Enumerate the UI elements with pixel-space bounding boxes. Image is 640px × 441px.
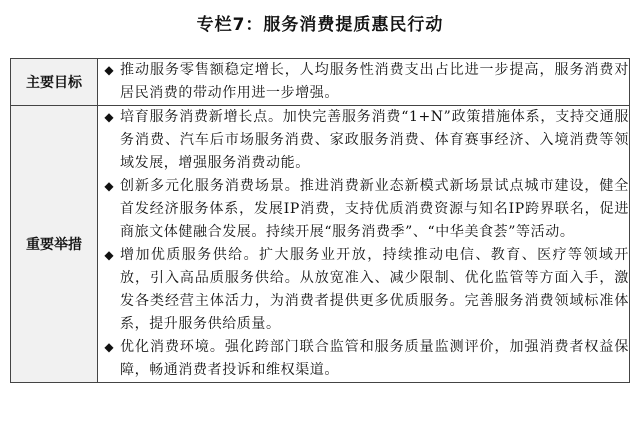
list-item-text: 优化消费环境。强化跨部门联合监管和服务质量监测评价，加强消费者权益保障，畅通消费者投诉和维权渠道。 xyxy=(120,339,629,378)
page-title: 专栏7：服务消费提质惠民行动 xyxy=(196,15,444,35)
table-row-goals xyxy=(11,59,630,106)
list-item xyxy=(98,336,629,382)
list-item-text: 推动服务零售额稳定增长，人均服务性消费支出占比进一步提高，服务消费对居民消费的带动作用进一步增强。 xyxy=(120,62,629,101)
diamond-bullet-icon: ◆ xyxy=(104,340,114,354)
list-item xyxy=(98,106,629,175)
list-item-text: 增加优质服务供给。扩大服务业开放，持续推动电信、教育、医疗等领域开放，引入高品质服务供给。从放宽准入、减少限制、优化监管等方面入手，激发各类经营主体活力，为消费者提供更多优质服务。完善服务消费领域标准体系，提升服务供给质量。 xyxy=(120,247,629,332)
diamond-bullet-icon: ◆ xyxy=(104,179,114,193)
list-item xyxy=(98,244,629,336)
list-item-text: 创新多元化服务消费场景。推进消费新业态新模式新场景试点城市建设，健全首发经济服务体系，发展IP消费，支持优质消费资源与知名IP跨界联名，促进商旅文体健融合发展。持续开展“服务消费季”、“中华美食荟”等活动。 xyxy=(120,178,629,240)
row-label-measures: 重要举措 xyxy=(11,106,98,383)
diamond-bullet-icon: ◆ xyxy=(104,63,114,77)
list-item xyxy=(98,59,629,105)
diamond-bullet-icon: ◆ xyxy=(104,110,114,124)
table-row-measures xyxy=(11,106,630,383)
row-content-goals xyxy=(98,59,630,106)
diamond-bullet-icon: ◆ xyxy=(104,248,114,262)
row-content-measures xyxy=(98,106,630,383)
info-table xyxy=(10,58,630,383)
list-item xyxy=(98,175,629,244)
list-item-text: 培育服务消费新增长点。加快完善服务消费“1+N”政策措施体系，支持交通服务消费、汽车后市场服务消费、家政服务消费、体育赛事经济、入境消费等领域发展，增强服务消费动能。 xyxy=(120,109,629,171)
row-label-goals: 主要目标 xyxy=(11,59,98,106)
